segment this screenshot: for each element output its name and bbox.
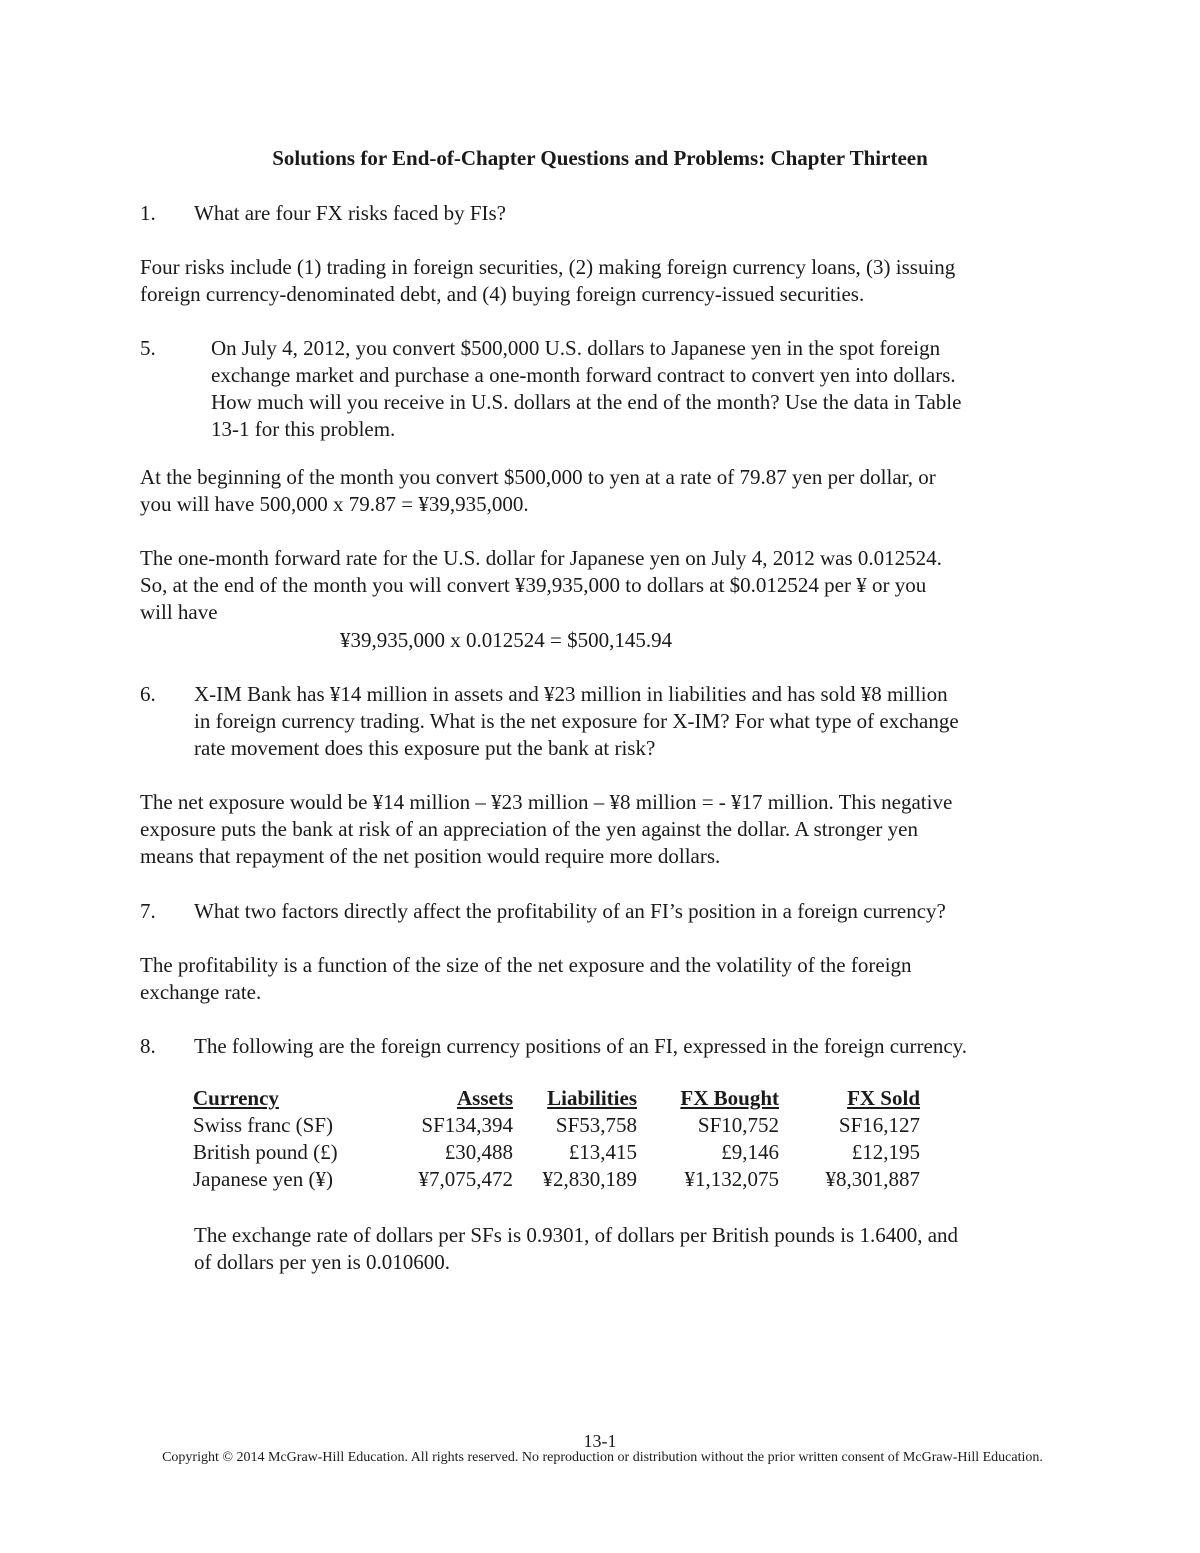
answer-5-equation: ¥39,935,000 x 0.012524 = $500,145.94 [340, 628, 673, 652]
answer-7-line-2: exchange rate. [140, 980, 262, 1004]
answer-1-line-1: Four risks include (1) trading in foreign securities, (2) making foreign currency loans, (3) issuing [140, 255, 956, 279]
answer-5-paragraph-2 [140, 545, 1070, 626]
question-6-number: 6. [140, 682, 156, 706]
cell-assets: £30,488 [444, 1140, 513, 1164]
cell-fx-bought: SF10,752 [697, 1113, 779, 1137]
cell-fx-sold: £12,195 [851, 1140, 920, 1164]
question-5-text [211, 335, 1081, 443]
header-fx-sold: FX Sold [847, 1086, 920, 1110]
question-6-line-1: X-IM Bank has ¥14 million in assets and ¥23 million in liabilities and has sold ¥8 million [194, 682, 948, 706]
currency-positions-table [193, 1085, 920, 1193]
answer-1-line-2: foreign currency-denominated debt, and (4) buying foreign currency-issued securities. [140, 282, 865, 306]
answer-5-p2-line-3: will have [140, 600, 218, 624]
question-1-number: 1. [140, 201, 156, 225]
cell-liabilities: £13,415 [568, 1140, 637, 1164]
question-6-line-3: rate movement does this exposure put the bank at risk? [194, 736, 656, 760]
cell-currency: British pound (£) [193, 1140, 338, 1164]
table-row [193, 1166, 920, 1193]
page-title: Solutions for End-of-Chapter Questions and Problems: Chapter Thirteen [272, 146, 928, 170]
table-header-row [193, 1085, 920, 1112]
question-5-line-2: exchange market and purchase a one-month forward contract to convert yen into dollars. [211, 363, 956, 387]
question-5-line-4: 13-1 for this problem. [211, 417, 396, 441]
cell-fx-bought: £9,146 [721, 1140, 779, 1164]
answer-6-line-2: exposure puts the bank at risk of an appreciation of the yen against the dollar. A stronger yen [140, 817, 918, 841]
question-6-text [194, 681, 1064, 762]
question-5-number: 5. [140, 336, 156, 360]
answer-6-line-3: means that repayment of the net position would require more dollars. [140, 844, 721, 868]
table-row [193, 1112, 920, 1139]
question-7-text: What two factors directly affect the profitability of an FI’s position in a foreign currency? [194, 899, 946, 923]
answer-5-paragraph-1 [140, 464, 1070, 518]
cell-assets: ¥7,075,472 [418, 1167, 513, 1191]
question-5-line-3: How much will you receive in U.S. dollars at the end of the month? Use the data in Table [211, 390, 962, 414]
answer-7-line-1: The profitability is a function of the size of the net exposure and the volatility of the foreign [140, 953, 912, 977]
copyright-notice: Copyright © 2014 McGraw-Hill Education. All rights reserved. No reproduction or distribution without the prior written consent of McGraw-Hill Education. [162, 1450, 1043, 1465]
answer-6-line-1: The net exposure would be ¥14 million – ¥23 million – ¥8 million = - ¥17 million. This negative [140, 790, 953, 814]
question-8-text: The following are the foreign currency positions of an FI, expressed in the foreign currency. [194, 1034, 968, 1058]
question-7-number: 7. [140, 899, 156, 923]
question-8-number: 8. [140, 1034, 156, 1058]
header-fx-bought: FX Bought [680, 1086, 779, 1110]
question-6-line-2: in foreign currency trading. What is the net exposure for X-IM? For what type of exchange [194, 709, 959, 733]
page-number: 13-1 [583, 1431, 617, 1451]
answer-1 [140, 254, 1070, 308]
cell-liabilities: ¥2,830,189 [542, 1167, 637, 1191]
answer-7 [140, 952, 1070, 1006]
cell-fx-sold: SF16,127 [838, 1113, 920, 1137]
cell-liabilities: SF53,758 [555, 1113, 637, 1137]
cell-fx-sold: ¥8,301,887 [825, 1167, 920, 1191]
cell-currency: Swiss franc (SF) [193, 1113, 333, 1137]
header-assets: Assets [457, 1086, 513, 1110]
question-5-line-1: On July 4, 2012, you convert $500,000 U.S. dollars to Japanese yen in the spot foreign [211, 336, 941, 360]
cell-currency: Japanese yen (¥) [193, 1167, 333, 1191]
question-8-note-line-1: The exchange rate of dollars per SFs is 0.9301, of dollars per British pounds is 1.6400, and [194, 1223, 959, 1247]
cell-assets: SF134,394 [421, 1113, 513, 1137]
question-1-text: What are four FX risks faced by FIs? [194, 201, 506, 225]
cell-fx-bought: ¥1,132,075 [684, 1167, 779, 1191]
answer-5-p2-line-1: The one-month forward rate for the U.S. dollar for Japanese yen on July 4, 2012 was 0.012524. [140, 546, 942, 570]
table-row [193, 1139, 920, 1166]
answer-6 [140, 789, 1070, 870]
header-currency: Currency [193, 1086, 279, 1110]
question-8-note [194, 1222, 1064, 1276]
answer-5-p2-line-2: So, at the end of the month you will convert ¥39,935,000 to dollars at $0.012524 per ¥ or you [140, 573, 927, 597]
question-8-note-line-2: of dollars per yen is 0.010600. [194, 1250, 451, 1274]
header-liabilities: Liabilities [547, 1086, 637, 1110]
answer-5-p1-line-2: you will have 500,000 x 79.87 = ¥39,935,000. [140, 492, 529, 516]
answer-5-p1-line-1: At the beginning of the month you convert $500,000 to yen at a rate of 79.87 yen per dollar, or [140, 465, 936, 489]
